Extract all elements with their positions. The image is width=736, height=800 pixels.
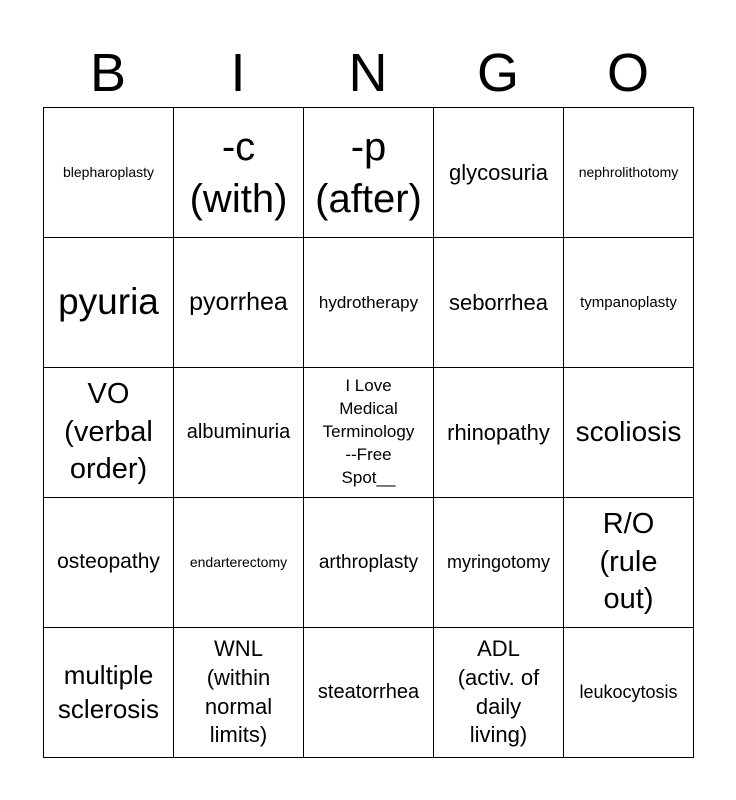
cell-text: VO (verbal order)	[64, 377, 153, 486]
cell-text: osteopathy	[57, 550, 160, 574]
cell-text: -c (with)	[189, 124, 288, 221]
free-space-text: I Love Medical Terminology --Free Spot__	[322, 376, 415, 487]
cell-text: blepharoplasty	[62, 164, 155, 181]
header-letter-n: N	[348, 43, 388, 103]
header-letter-b: B	[89, 43, 127, 103]
bingo-cell-r2-c4	[434, 238, 564, 368]
header-letter-i: I	[230, 43, 246, 103]
cell-text: glycosuria	[448, 159, 549, 185]
cell-text: hydrotherapy	[318, 292, 419, 312]
bingo-header	[43, 40, 693, 106]
cell-text: steatorrhea	[317, 681, 420, 703]
bingo-cell-r4-c2	[174, 498, 304, 628]
cell-text: multiple sclerosis	[57, 659, 160, 724]
cell-text: leukocytosis	[579, 682, 678, 703]
bingo-cell-r2-c1	[44, 238, 174, 368]
bingo-cell-r4-c5	[564, 498, 694, 628]
bingo-cell-r5-c4	[434, 628, 564, 758]
bingo-cell-r3-c4	[434, 368, 564, 498]
bingo-cell-r1-c3	[304, 108, 434, 238]
cell-text: -p (after)	[315, 124, 422, 221]
cell-text: R/O (rule out)	[599, 507, 658, 616]
bingo-cell-r4-c4	[434, 498, 564, 628]
bingo-cell-r2-c2	[174, 238, 304, 368]
bingo-cell-r4-c3	[304, 498, 434, 628]
cell-text: arthroplasty	[318, 551, 419, 573]
header-letter-g: G	[476, 43, 519, 103]
cell-text: seborrhea	[448, 289, 549, 315]
bingo-board	[43, 107, 694, 758]
bingo-cell-r5-c1	[44, 628, 174, 758]
cell-text: myringotomy	[446, 552, 551, 573]
bingo-cell-r3-c3	[304, 368, 434, 498]
bingo-cell-r2-c5	[564, 238, 694, 368]
header-letter-o: O	[606, 43, 649, 103]
bingo-cell-r2-c3	[304, 238, 434, 368]
cell-text: rhinopathy	[447, 419, 550, 445]
bingo-cell-r1-c1	[44, 108, 174, 238]
bingo-cell-r3-c2	[174, 368, 304, 498]
cell-text: ADL (activ. of daily living)	[457, 636, 540, 748]
cell-text: pyorrhea	[189, 288, 288, 317]
bingo-cell-r3-c1	[44, 368, 174, 498]
bingo-cell-r1-c2	[174, 108, 304, 238]
cell-text: tympanoplasty	[580, 293, 677, 311]
cell-text: nephrolithotomy	[578, 164, 679, 181]
bingo-cell-r1-c5	[564, 108, 694, 238]
cell-text: pyuria	[58, 281, 159, 323]
bingo-cell-r1-c4	[434, 108, 564, 238]
cell-text: WNL (within normal limits)	[204, 636, 273, 748]
bingo-cell-r5-c2	[174, 628, 304, 758]
cell-text: scoliosis	[575, 416, 682, 448]
bingo-cell-r4-c1	[44, 498, 174, 628]
bingo-cell-r3-c5	[564, 368, 694, 498]
bingo-cell-r5-c3	[304, 628, 434, 758]
cell-text: albuminuria	[186, 421, 291, 443]
bingo-cell-r5-c5	[564, 628, 694, 758]
cell-text: endarterectomy	[189, 554, 288, 571]
